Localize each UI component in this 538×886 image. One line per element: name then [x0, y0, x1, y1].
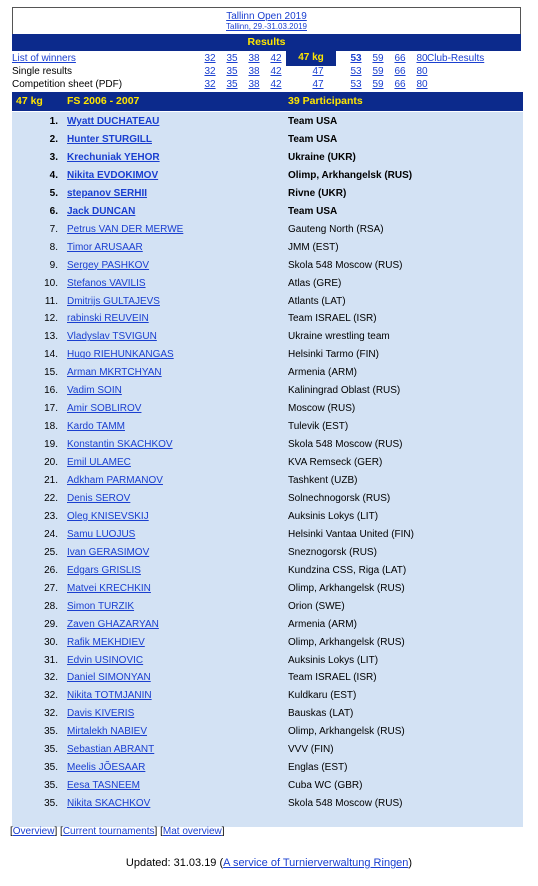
team-cell: KVA Remseck (GER) — [288, 457, 383, 469]
wrestler-name-link[interactable]: Adkham PARMANOV — [67, 475, 163, 486]
wrestler-name-link[interactable]: Nikita SKACHKOV — [67, 798, 151, 810]
weight-link[interactable]: 53 — [350, 79, 362, 90]
weight-link[interactable]: 59 — [372, 79, 384, 90]
team-cell: JMM (EST) — [288, 241, 339, 253]
team-cell: Auksinis Lokys (LIT) — [288, 654, 379, 666]
table-row — [12, 167, 523, 185]
team-cell: Bauskas (LAT) — [288, 708, 354, 720]
table-row — [12, 759, 523, 777]
wrestler-name-link[interactable]: Edvin USINOVIC — [67, 654, 144, 666]
rank-cell: 7. — [49, 223, 58, 235]
rank-cell: 32. — [44, 690, 58, 702]
rank-cell: 4. — [49, 169, 58, 181]
table-row — [12, 203, 523, 221]
rank-cell: 2. — [49, 133, 58, 145]
category-participants: 39 Participants — [288, 95, 363, 107]
rank-cell: 15. — [44, 367, 58, 379]
team-cell: Gauteng North (RSA) — [288, 223, 384, 235]
results-frame — [10, 4, 524, 830]
weight-link[interactable]: 80 — [416, 66, 428, 77]
wrestler-name-link[interactable]: Meelis JÕESAAR — [67, 762, 146, 774]
wrestler-name-link[interactable]: Zaven GHAZARYAN — [67, 618, 159, 630]
team-cell: Kuldkaru (EST) — [288, 690, 357, 702]
weight-link[interactable]: 42 — [270, 66, 282, 77]
rank-cell: 18. — [44, 421, 58, 433]
weight-link[interactable]: 66 — [394, 53, 406, 64]
rank-cell: 35. — [44, 726, 58, 738]
table-row — [12, 310, 523, 328]
table-row — [12, 490, 523, 508]
team-cell: Kaliningrad Oblast (RUS) — [288, 385, 401, 397]
results-heading: Results — [12, 34, 521, 51]
team-cell: Olimp, Arkhangelsk (RUS) — [288, 582, 405, 594]
wrestler-name-link[interactable]: Sebastian ABRANT — [67, 744, 155, 756]
wrestler-name-link[interactable]: Eesa TASNEEM — [67, 780, 140, 792]
wrestler-name-link[interactable]: Sergey PASHKOV — [67, 259, 150, 271]
rank-cell: 22. — [44, 492, 58, 504]
current-tournaments-link[interactable]: Current tournaments — [62, 826, 155, 837]
team-cell: Armenia (ARM) — [288, 618, 357, 630]
service-link[interactable]: A service of Turnierverwaltung Ringen — [223, 857, 409, 869]
team-cell: Helsinki Vantaa United (FIN) — [288, 528, 414, 540]
table-row — [12, 239, 523, 257]
table-row — [12, 777, 523, 795]
wrestler-name-link[interactable]: Dmitrijs GULTAJEVS — [67, 295, 160, 307]
table-row — [12, 221, 523, 239]
wrestler-name-link[interactable]: Petrus VAN DER MERWE — [67, 223, 184, 235]
wrestler-name-link[interactable]: Timor ARUSAAR — [67, 241, 143, 253]
category-style: FS 2006 - 2007 — [67, 95, 140, 107]
selected-weight: 47 kg — [286, 49, 336, 66]
wrestler-name-link[interactable]: Nikita TOTMJANIN — [67, 690, 152, 702]
rank-cell: 19. — [44, 439, 58, 451]
wrestler-name-link[interactable]: Jack DUNCAN — [67, 205, 136, 217]
table-row — [12, 382, 523, 400]
wrestler-name-link[interactable]: Amir SOBLIROV — [67, 403, 142, 415]
table-row — [12, 508, 523, 526]
nav-row-label[interactable]: List of winners — [12, 53, 76, 64]
table-row — [12, 185, 523, 203]
weight-link[interactable]: 53 — [350, 66, 362, 77]
table-row — [12, 795, 523, 813]
rank-cell: 29. — [44, 618, 58, 630]
table-row — [12, 275, 523, 293]
team-cell: Englas (EST) — [288, 762, 348, 774]
rank-cell: 26. — [44, 564, 58, 576]
team-cell: Solnechnogorsk (RUS) — [288, 492, 391, 504]
rank-cell: 35. — [44, 780, 58, 792]
team-cell: Cuba WC (GBR) — [288, 780, 363, 792]
table-row — [12, 669, 523, 687]
table-row — [12, 723, 523, 741]
nav-row — [12, 52, 523, 65]
team-cell: Sneznogorsk (RUS) — [288, 546, 377, 558]
updated-text: Updated: 31.03.19 ( — [125, 857, 224, 869]
table-row — [12, 741, 523, 759]
rank-cell: 12. — [44, 313, 58, 325]
nav-row — [12, 65, 523, 78]
weight-link[interactable]: 42 — [270, 53, 282, 64]
wrestler-name-link[interactable]: Edgars GRISLIS — [67, 564, 141, 576]
wrestler-name-link[interactable]: rabinski REUVEIN — [67, 313, 149, 325]
weight-link[interactable]: 35 — [226, 79, 238, 90]
team-cell: Team USA — [288, 133, 338, 145]
rank-cell: 35. — [44, 744, 58, 756]
team-cell: Atlas (GRE) — [288, 277, 342, 289]
team-cell: Tulevik (EST) — [288, 421, 349, 433]
overview-link[interactable]: Overview — [12, 826, 55, 837]
wrestler-name-link[interactable]: Samu LUOJUS — [67, 528, 136, 540]
club-results-link[interactable]: Club-Results — [427, 53, 485, 64]
team-cell: Orion (SWE) — [288, 600, 345, 612]
table-row — [12, 544, 523, 562]
table-row — [12, 328, 523, 346]
rank-cell: 21. — [44, 475, 58, 486]
team-cell: Skola 548 Moscow (RUS) — [288, 798, 403, 810]
weight-link[interactable]: 47 — [312, 79, 324, 90]
category-weight: 47 kg — [16, 95, 43, 107]
team-cell: Moscow (RUS) — [288, 403, 356, 415]
category-bar — [12, 92, 523, 111]
table-row — [12, 418, 523, 436]
wrestler-name-link[interactable]: Nikita EVDOKIMOV — [67, 169, 159, 181]
table-row — [12, 257, 523, 275]
footer-navigation: [Overview] [Current tournaments] [Mat overview] — [10, 826, 225, 837]
team-cell: Kundzina CSS, Riga (LAT) — [288, 564, 407, 576]
rank-cell: 5. — [49, 187, 58, 199]
nav-row-label: Competition sheet (PDF) — [12, 79, 123, 90]
wrestler-name-link[interactable]: Davis KIVERIS — [67, 708, 135, 720]
weight-link[interactable]: 53 — [350, 53, 362, 64]
wrestler-name-link[interactable]: Denis SEROV — [67, 492, 131, 504]
wrestler-name-link[interactable]: Vladyslav TSVIGUN — [67, 331, 157, 343]
table-row — [12, 616, 523, 634]
results-table — [12, 112, 523, 827]
weight-link[interactable]: 66 — [394, 66, 406, 77]
weight-link[interactable]: 59 — [372, 66, 384, 77]
team-cell: Helsinki Tarmo (FIN) — [288, 349, 379, 361]
tournament-dates-link[interactable]: Tallinn, 29.-31.03.2019 — [226, 22, 307, 31]
team-cell: Team USA — [288, 116, 338, 127]
team-cell: Rivne (UKR) — [288, 187, 347, 199]
table-row — [12, 400, 523, 418]
rank-cell: 31. — [44, 654, 58, 666]
table-row — [12, 149, 523, 167]
updated-suffix: ) — [408, 857, 413, 869]
rank-cell: 32. — [44, 672, 58, 684]
wrestler-name-link[interactable]: Krechuniak YEHOR — [67, 151, 160, 163]
rank-cell: 23. — [44, 510, 58, 522]
team-cell: Ukraine wrestling team — [288, 331, 390, 343]
table-row — [12, 454, 523, 472]
rank-cell: 3. — [49, 151, 58, 163]
wrestler-name-link[interactable]: Hunter STURGILL — [67, 133, 152, 145]
table-row — [12, 436, 523, 454]
weight-link[interactable]: 32 — [204, 79, 216, 90]
table-row — [12, 364, 523, 382]
rank-cell: 13. — [44, 331, 58, 343]
nav-row-label: Single results — [12, 66, 73, 77]
team-cell: Auksinis Lokys (LIT) — [288, 510, 379, 522]
rank-cell: 20. — [44, 457, 58, 469]
team-cell: Armenia (ARM) — [288, 367, 357, 379]
table-row — [12, 293, 523, 311]
team-cell: Olimp, Arkhangelsk (RUS) — [288, 169, 413, 181]
team-cell: Skola 548 Moscow (RUS) — [288, 439, 403, 451]
team-cell: Team USA — [288, 205, 338, 217]
team-cell: Olimp, Arkhangelsk (RUS) — [288, 636, 405, 648]
wrestler-name-link[interactable]: Wyatt DUCHATEAU — [67, 116, 160, 127]
table-row — [12, 705, 523, 723]
table-row — [12, 634, 523, 652]
tournament-title-link[interactable]: Tallinn Open 2019 — [226, 11, 307, 22]
weight-link[interactable]: 80 — [416, 79, 428, 90]
rank-cell: 10. — [44, 277, 58, 289]
wrestler-name-link[interactable]: Mirtalekh NABIEV — [67, 726, 148, 738]
mat-overview-link[interactable]: Mat overview — [162, 826, 222, 837]
rank-cell: 9. — [49, 259, 58, 271]
rank-cell: 8. — [49, 241, 58, 253]
wrestler-name-link[interactable]: Arman MKRTCHYAN — [67, 367, 162, 379]
tournament-header — [12, 7, 521, 35]
team-cell: Atlants (LAT) — [288, 295, 346, 307]
rank-cell: 35. — [44, 762, 58, 774]
wrestler-name-link[interactable]: Daniel SIMONYAN — [67, 672, 151, 684]
weight-link[interactable]: 32 — [204, 66, 216, 77]
wrestler-name-link[interactable]: Rafik MEKHDIEV — [67, 636, 145, 648]
weight-link[interactable]: 47 — [312, 66, 324, 77]
rank-cell: 28. — [44, 600, 58, 612]
rank-cell: 17. — [44, 403, 58, 415]
rank-cell: 27. — [44, 582, 58, 594]
rank-cell: 24. — [44, 528, 58, 540]
team-cell: Ukraine (UKR) — [288, 151, 356, 163]
wrestler-name-link[interactable]: Konstantin SKACHKOV — [67, 439, 173, 451]
weight-link[interactable]: 59 — [372, 53, 384, 64]
updated-line — [0, 857, 538, 869]
rank-cell: 30. — [44, 636, 58, 648]
table-row — [12, 687, 523, 705]
rank-cell: 1. — [49, 116, 58, 127]
table-row — [12, 526, 523, 544]
table-row — [12, 131, 523, 149]
weight-link[interactable]: 35 — [226, 66, 238, 77]
team-cell: Tashkent (UZB) — [288, 475, 358, 486]
wrestler-name-link[interactable]: Matvei KRECHKIN — [67, 582, 151, 594]
wrestler-name-link[interactable]: stepanov SERHII — [67, 187, 148, 199]
table-row — [12, 562, 523, 580]
wrestler-name-link[interactable]: Hugo RIEHUNKANGAS — [67, 349, 174, 361]
weight-link[interactable]: 38 — [248, 53, 260, 64]
rank-cell: 6. — [49, 205, 58, 217]
rank-cell: 14. — [44, 349, 58, 361]
rank-cell: 25. — [44, 546, 58, 558]
weight-link[interactable]: 42 — [270, 79, 282, 90]
wrestler-name-link[interactable]: Vadim SOIN — [67, 385, 122, 397]
team-cell: Team ISRAEL (ISR) — [288, 672, 377, 684]
team-cell: Skola 548 Moscow (RUS) — [288, 259, 403, 271]
table-row — [12, 346, 523, 364]
table-row — [12, 598, 523, 616]
table-row — [12, 472, 523, 490]
wrestler-name-link[interactable]: Ivan GERASIMOV — [67, 546, 150, 558]
weight-link[interactable]: 35 — [226, 53, 238, 64]
rank-cell: 16. — [44, 385, 58, 397]
nav-row — [12, 78, 523, 91]
table-row — [12, 113, 523, 131]
weight-link[interactable]: 66 — [394, 79, 406, 90]
wrestler-name-link[interactable]: Emil ULAMEC — [67, 457, 131, 469]
weight-link[interactable]: 38 — [248, 79, 260, 90]
table-row — [12, 580, 523, 598]
rank-cell: 32. — [44, 708, 58, 720]
team-cell: VVV (FIN) — [288, 744, 334, 756]
wrestler-name-link[interactable]: Stefanos VAVILIS — [67, 277, 146, 289]
wrestler-name-link[interactable]: Kardo TAMM — [67, 421, 125, 433]
rank-cell: 35. — [44, 798, 58, 810]
wrestler-name-link[interactable]: Simon TURZIK — [67, 600, 135, 612]
table-row — [12, 652, 523, 670]
team-cell: Team ISRAEL (ISR) — [288, 313, 377, 325]
team-cell: Olimp, Arkhangelsk (RUS) — [288, 726, 405, 738]
weight-link[interactable]: 80 — [416, 53, 428, 64]
weight-link[interactable]: 32 — [204, 53, 216, 64]
rank-cell: 11. — [44, 295, 58, 307]
wrestler-name-link[interactable]: Oleg KNISEVSKIJ — [67, 510, 149, 522]
weight-link[interactable]: 38 — [248, 66, 260, 77]
